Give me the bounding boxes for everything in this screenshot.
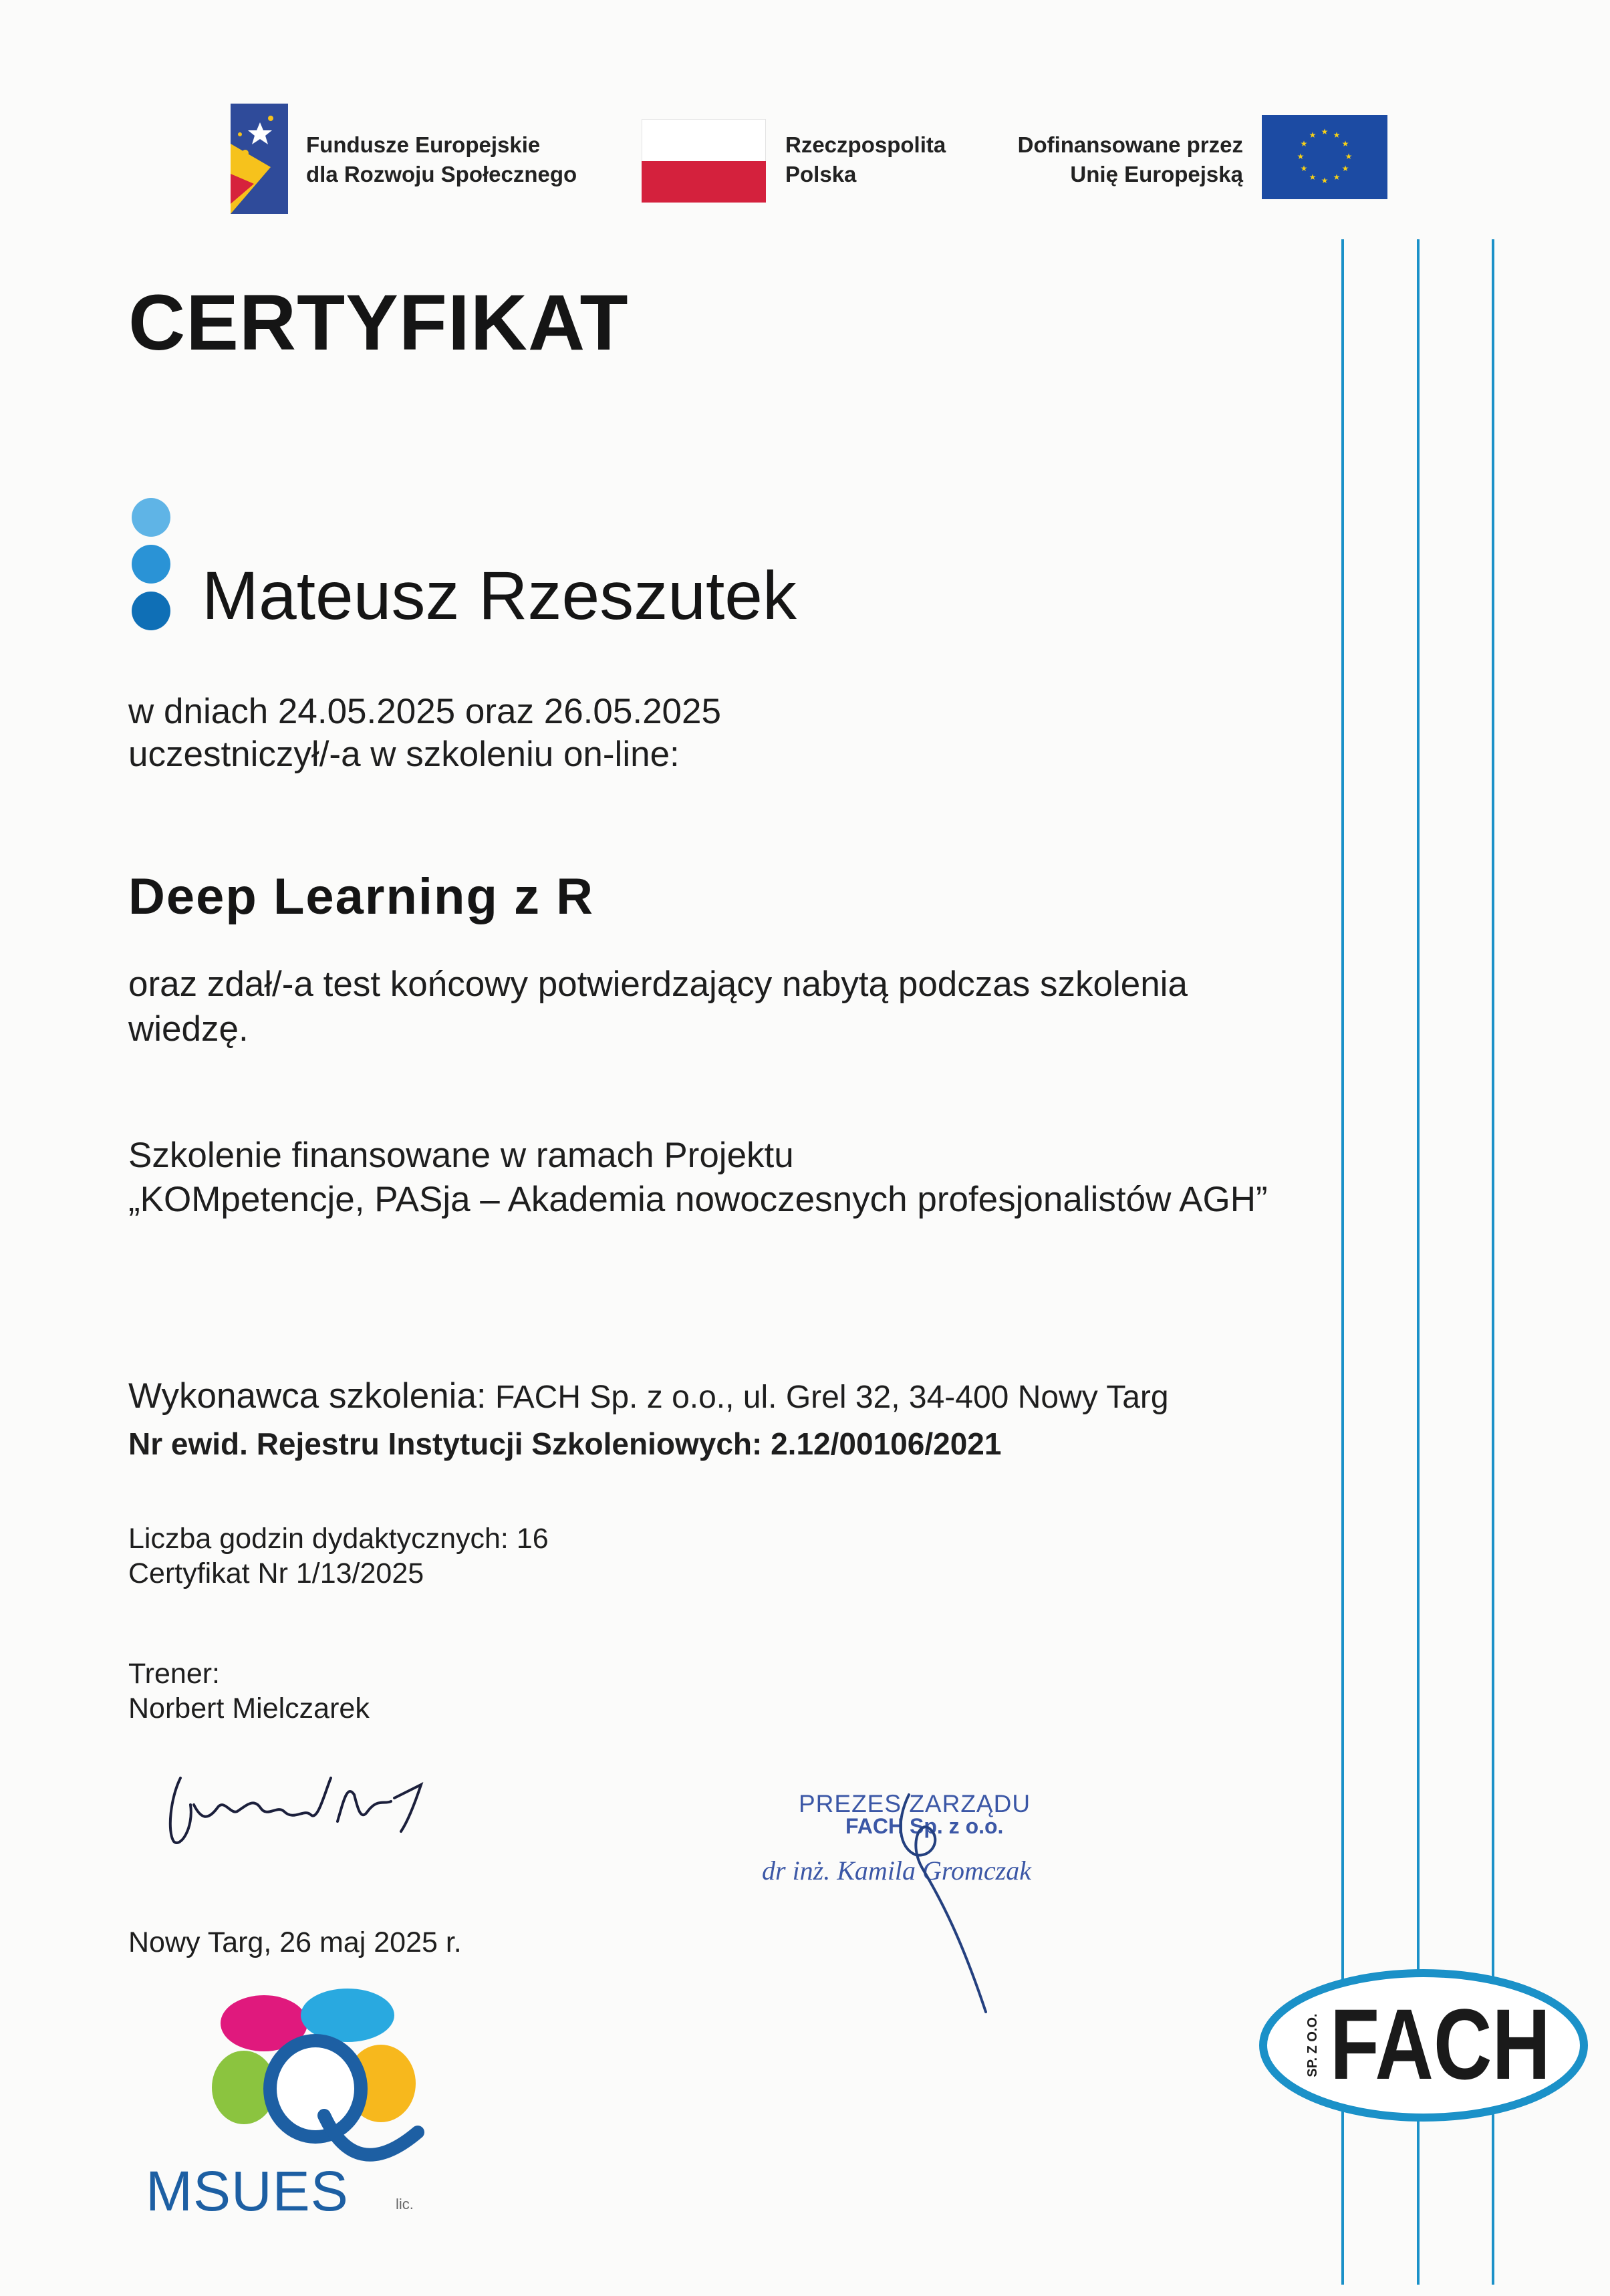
president-signature xyxy=(869,1781,1016,2022)
svg-text:★: ★ xyxy=(1300,139,1308,148)
svg-text:★: ★ xyxy=(1345,152,1353,161)
svg-text:★: ★ xyxy=(1300,164,1308,173)
eu-cofinancing-line1: Dofinansowane przez xyxy=(1017,132,1243,157)
trainer-signature xyxy=(154,1758,441,1858)
polish-republic-label xyxy=(785,130,946,189)
svg-text:★: ★ xyxy=(1321,176,1329,185)
trainer-label: Trener: xyxy=(128,1658,220,1690)
funding-line-2: „KOMpetencje, PASja – Akademia nowoczesnych profesjonalistów AGH” xyxy=(128,1180,1268,1219)
msues-license-label: lic. xyxy=(396,2196,414,2212)
funding-line-1: Szkolenie finansowane w ramach Projektu xyxy=(128,1136,794,1175)
svg-text:★: ★ xyxy=(1341,139,1349,148)
svg-text:★: ★ xyxy=(1341,164,1349,173)
svg-text:★: ★ xyxy=(1309,172,1317,182)
decorative-dot-mid xyxy=(132,545,170,584)
registry-line: Nr ewid. Rejestru Instytucji Szkoleniowych: 2.12/00106/2021 xyxy=(128,1426,1002,1461)
european-funds-logo-icon xyxy=(231,104,288,214)
hours-line: Liczba godzin dydaktycznych: 16 xyxy=(128,1523,549,1555)
fach-label: FACH xyxy=(1330,1988,1551,2100)
recipient-name: Mateusz Rzeszutek xyxy=(202,557,797,634)
dates-line: w dniach 24.05.2025 oraz 26.05.2025 xyxy=(128,692,721,731)
contractor-value: FACH Sp. z o.o., ul. Grel 32, 34-400 Nowy Targ xyxy=(486,1380,1169,1415)
polish-republic-line2: Polska xyxy=(785,162,857,186)
decorative-dot-light xyxy=(132,498,170,537)
certificate-title: CERTYFIKAT xyxy=(128,279,629,367)
european-funds-label xyxy=(306,130,577,189)
svg-text:★: ★ xyxy=(1321,127,1329,136)
msues-label: MSUES xyxy=(146,2160,349,2222)
stamp-company: FACH Sp. z o.o. xyxy=(845,1814,1004,1838)
decorative-dot-dark xyxy=(132,592,170,630)
contractor-label: Wykonawca szkolenia: xyxy=(128,1376,487,1416)
svg-text:★: ★ xyxy=(1297,152,1305,161)
svg-text:★: ★ xyxy=(1309,130,1317,140)
contractor-line xyxy=(128,1375,1169,1419)
european-funds-line2: dla Rozwoju Społecznego xyxy=(306,162,577,186)
fach-sub-label: SP. Z O.O. xyxy=(1305,2013,1320,2077)
certificate-number: Certyfikat Nr 1/13/2025 xyxy=(128,1557,424,1589)
place-and-date: Nowy Targ, 26 maj 2025 r. xyxy=(128,1926,462,1958)
eu-cofinancing-line2: Unię Europejską xyxy=(1070,162,1243,186)
test-line-1: oraz zdał/-a test końcowy potwierdzający nabytą podczas szkolenia xyxy=(128,965,1188,1004)
test-line-2: wiedzę. xyxy=(128,1009,249,1049)
svg-text:★: ★ xyxy=(1333,130,1341,140)
stamp-person: dr inż. Kamila Gromczak xyxy=(762,1856,1031,1886)
polish-flag-icon xyxy=(642,119,766,202)
svg-text:★: ★ xyxy=(1333,172,1341,182)
course-title: Deep Learning z R xyxy=(128,868,594,925)
polish-republic-line1: Rzeczpospolita xyxy=(785,132,946,157)
eu-cofinancing-label xyxy=(989,130,1243,189)
stamp-title: PREZES ZARZĄDU xyxy=(799,1790,1031,1817)
eu-flag-icon xyxy=(1262,115,1387,199)
fach-company-logo-icon xyxy=(1256,1965,1591,2126)
participation-line: uczestniczył/-a w szkoleniu on-line: xyxy=(128,735,680,774)
european-funds-line1: Fundusze Europejskie xyxy=(306,132,541,157)
trainer-name: Norbert Mielczarek xyxy=(128,1692,370,1725)
